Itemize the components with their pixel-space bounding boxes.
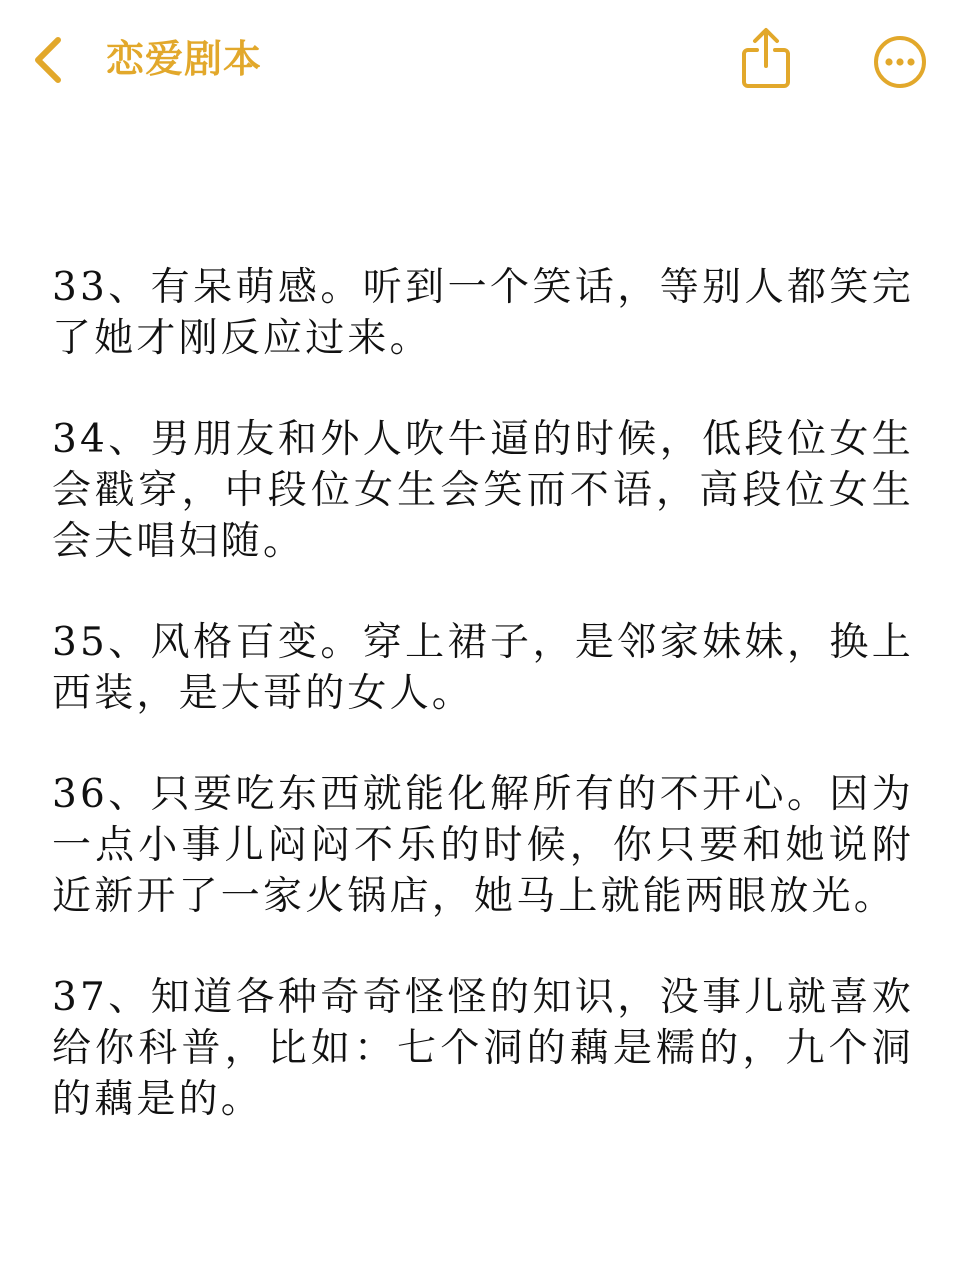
note-content[interactable] [52, 262, 914, 1175]
paragraph-37: 37、知道各种奇奇怪怪的知识，没事儿就喜欢给你科普，比如：七个洞的藕是糯的，九个洞的藕是的。 [52, 975, 914, 1122]
share-icon [740, 26, 792, 90]
paragraph-35: 35、风格百变。穿上裙子，是邻家妹妹，换上西装，是大哥的女人。 [52, 620, 914, 716]
note-title: 恋爱剧本 [106, 37, 263, 81]
paragraph-33: 33、有呆萌感。听到一个笑话，等别人都笑完了她才刚反应过来。 [52, 265, 914, 361]
more-options-button[interactable] [872, 34, 928, 90]
navigation-bar [0, 0, 960, 120]
paragraph-34: 34、男朋友和外人吹牛逼的时候，低段位女生会戳穿，中段位女生会笑而不语，高段位女生会夫唱妇随。 [52, 417, 914, 564]
paragraph-36: 36、只要吃东西就能化解所有的不开心。因为一点小事儿闷闷不乐的时候，你只要和她说附近新开了一家火锅店，她马上就能两眼放光。 [52, 772, 914, 919]
chevron-left-icon [28, 34, 72, 86]
share-button[interactable] [740, 26, 792, 90]
back-button[interactable] [28, 34, 72, 86]
ellipsis-circle-icon [872, 34, 928, 90]
